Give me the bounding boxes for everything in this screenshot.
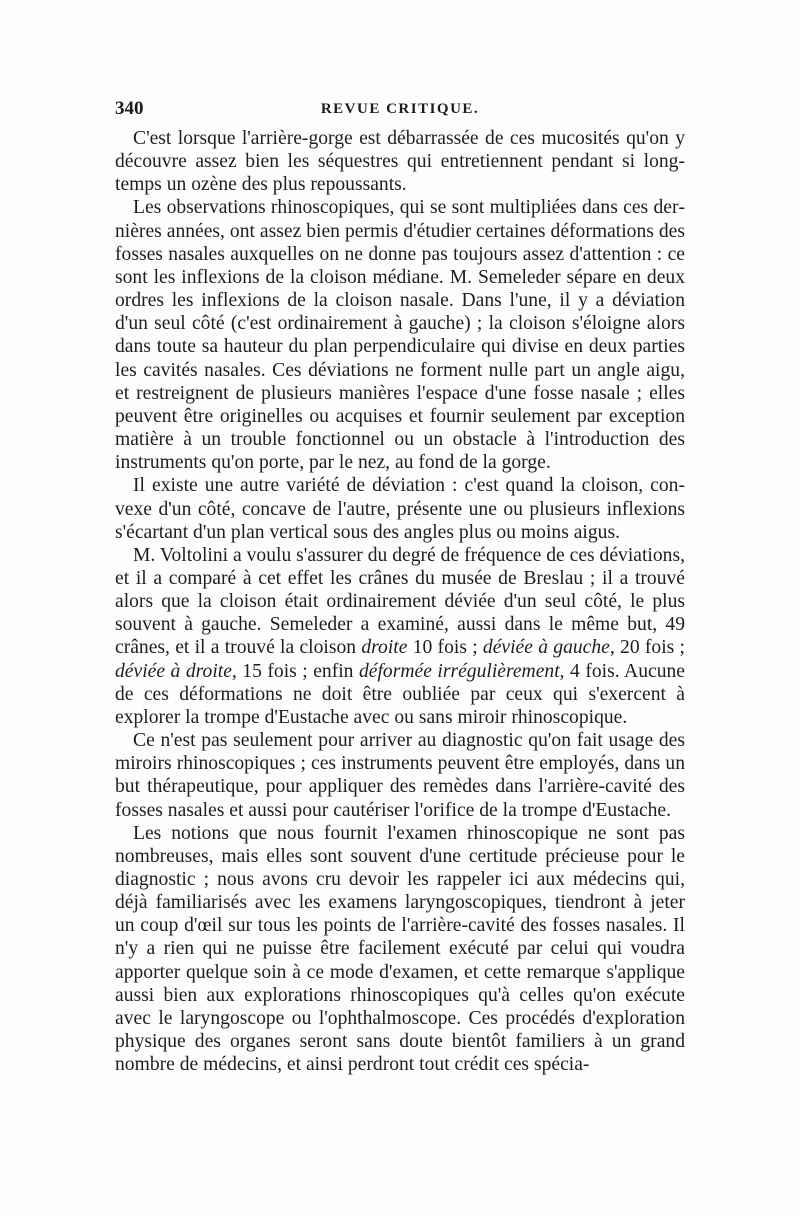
paragraph [115,127,685,196]
italic-term: déviée à droite, [115,660,237,682]
text-run: 20 fois ; [614,637,685,659]
paragraph [115,474,685,543]
text-run: 15 fois ; enfin [236,660,359,682]
text-run: Il existe une autre variété de déviation : c'est quand la cloison, convexe d'un côté, concave de l'autre, présente une ou plusieurs inflexions s'écartant d'un plan vertical sous des angles plus ou moins aigus. [115,475,685,543]
text-run: Les notions que nous fournit l'examen rhinoscopique ne sont pas nombreuses, mais elles sont souvent d'une certitude précieuse pour le diagnostic ; nous avons cru devoir les rappeler ici aux médecins qui, déjà familiarisés avec les examens laryngoscopiques, tiendront à jeter un coup d'œil sur tous les points de l'arrière-cavité des fosses nasales. Il n'y a rien qui ne puisse être facilement exécuté par celui qui voudra apporter quelque soin à ce mode d'examen, et cette remarque s'applique aussi bien aux explorations rhinoscopiques qu'à celles qu'on exécute avec le laryngoscope ou l'ophthalmoscope. Ces procédés d'exploration physique des organes seront sans doute bientôt familiers à un grand nombre de médecins, et ainsi perdront tout crédit ces spécia- [115,822,685,1076]
italic-term: déviée à gauche, [482,637,615,659]
text-run: Les observations rhinoscopiques, qui se sont multipliées dans ces dernières années, ont assez bien permis d'étudier certaines déformations des fosses nasales auxquelles on ne donne pas toujours assez d'attention : ce sont les inflexions de la cloison médiane. M. Semeleder sépare en deux ordres les inflexions de la cloison nasale. Dans l'une, il y a déviation d'un seul côté (c'est ordinairement à gauche) ; la cloison s'éloigne alors dans toute sa hauteur du plan perpendiculaire qui divise en deux parties les cavités nasales. Ces déviations ne forment nulle part un angle aigu, et restreignent de plusieurs manières l'espace d'une fosse nasale ; elles peuvent être originelles ou acquises et fournir seulement par exception matière à un trouble fonctionnel ou un obstacle à l'introduction des instruments qu'on porte, par le nez, au fond de la gorge. [115,197,685,474]
paragraph [115,822,685,1077]
page-header [115,98,685,122]
text-run: 4 fois. Aucune de ces déformations ne doit être oubliée par ceux qui s'exercent à explorer la trompe d'Eustache avec ou sans miroir rhinoscopique. [115,660,685,728]
paragraph [115,544,685,729]
page-number: 340 [115,98,144,119]
italic-term: droite [361,637,408,659]
italic-term: déformée irrégulièrement, [358,660,565,682]
text-run: M. Voltolini a voulu s'assurer du degré de fréquence de ces déviations, et il a comparé à cet effet les crânes du musée de Breslau ; il a trouvé alors que la cloison était ordinairement déviée d'un seul côté, le plus souvent à gauche. Semeleder a examiné, aussi dans le même but, 49 crânes, et il a trouvé la cloison [115,544,685,659]
text-run: C'est lorsque l'arrière-gorge est débarrassée de ces mucosités qu'on y découvre assez bien les séquestres qui entretiennent pendant si longtemps un ozène des plus repoussants. [115,128,685,196]
paragraph [115,729,685,822]
paragraph [115,196,685,474]
text-run: Ce n'est pas seulement pour arriver au diagnostic qu'on fait usage des miroirs rhinoscopiques ; ces instruments peuvent être employés, dans un but thérapeutique, pour appliquer des remèdes dans l'arrière-cavité des fosses nasales et aussi pour cautériser l'orifice de la trompe d'Eustache. [115,730,685,821]
text-run: 10 fois ; [407,637,483,659]
running-title: REVUE CRITIQUE. [320,101,480,117]
body-text [115,127,685,1076]
